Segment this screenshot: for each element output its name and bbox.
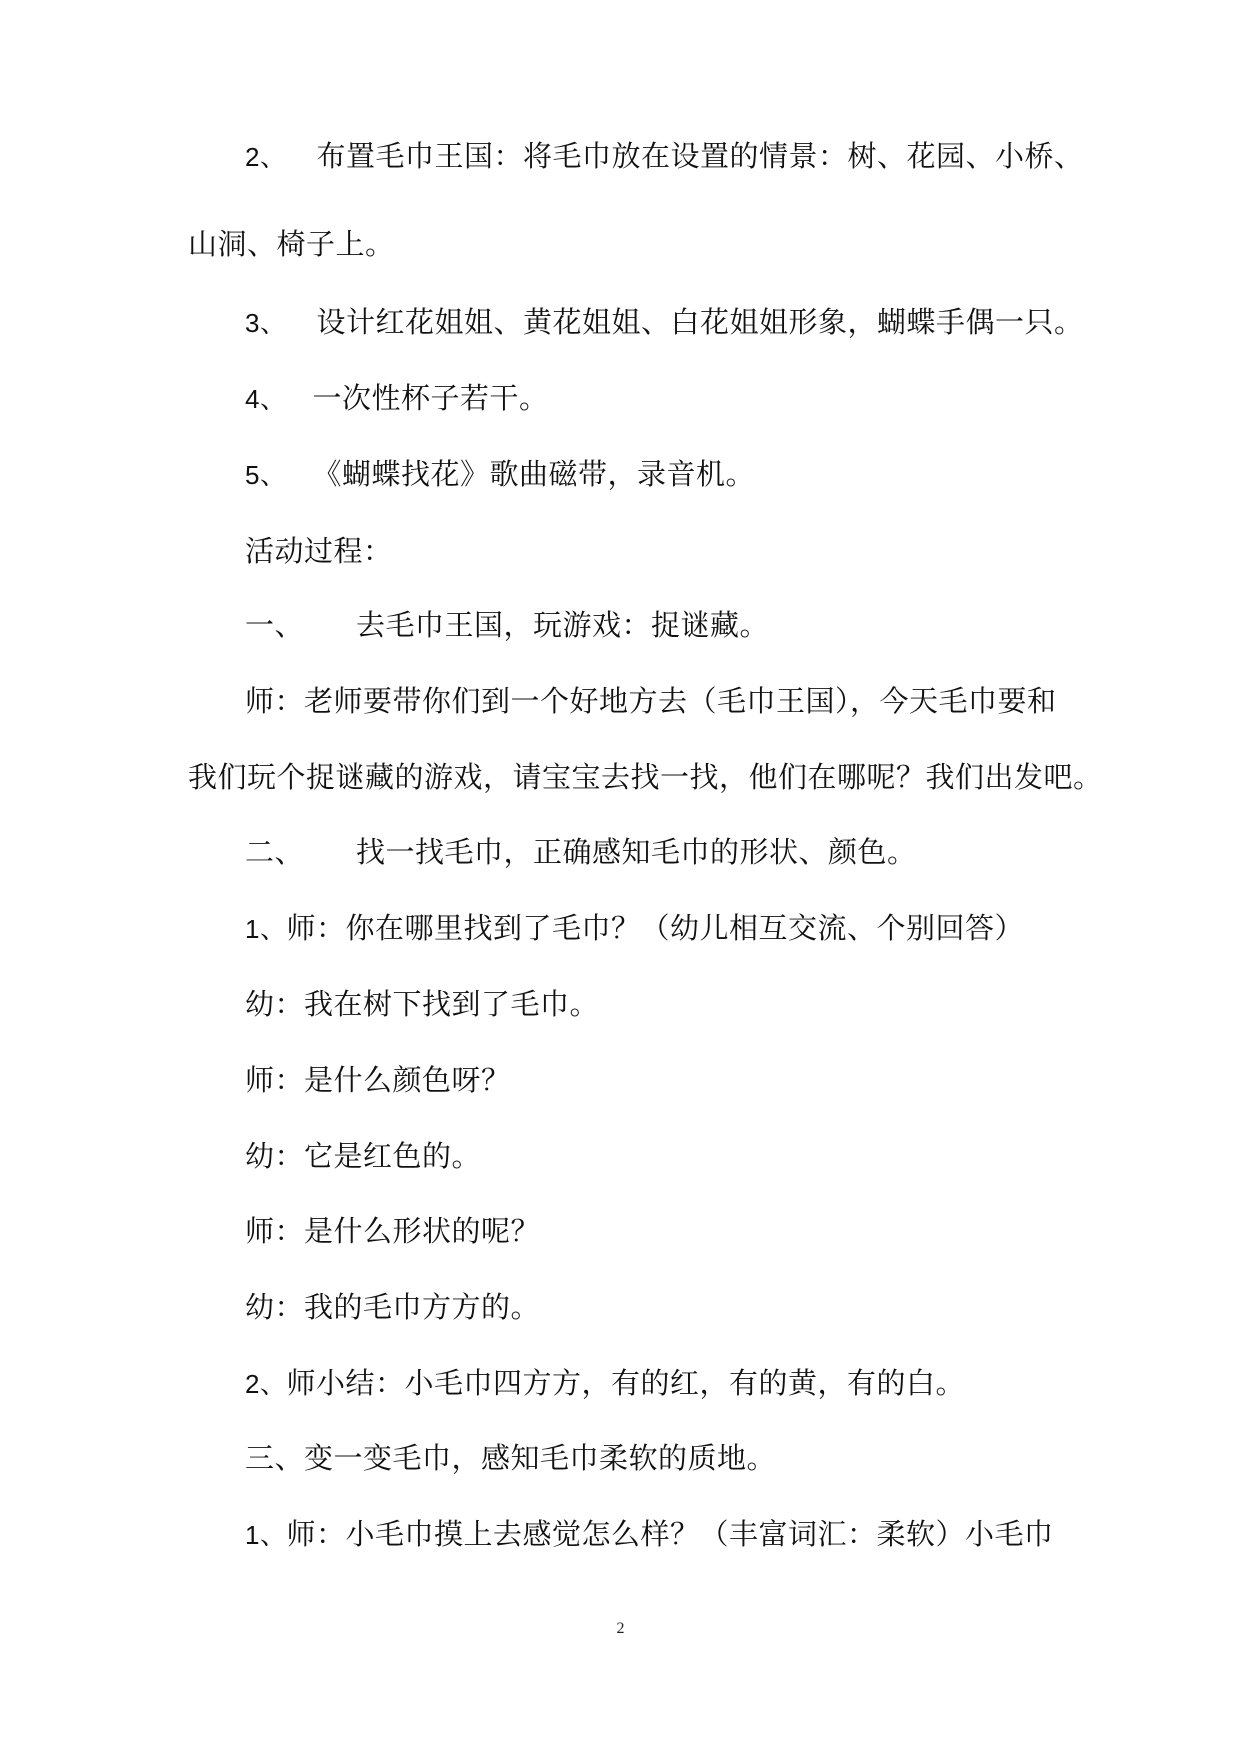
line-text: 布置毛巾王国：将毛巾放在设置的情景：树、花园、小桥、 [316, 139, 1084, 173]
line-item-3-design [245, 304, 1083, 341]
section-heading-3 [245, 1440, 776, 1476]
dialogue-line [245, 1289, 540, 1325]
line-continuation [188, 226, 395, 262]
line-text: 去毛巾王国，玩游戏：捉谜藏。 [356, 608, 770, 642]
line-text: 师：你在哪里找到了毛巾？（幼儿相互交流、个别回答） [286, 911, 1024, 945]
section-heading-2 [245, 834, 917, 870]
section-heading-process [245, 533, 393, 569]
line-text: 幼：我在树下找到了毛巾。 [245, 987, 600, 1021]
page-number: 2 [616, 1620, 625, 1637]
line-item-2-setup [245, 138, 1083, 175]
list-number: 3、 [245, 308, 287, 338]
dialogue-line [245, 1138, 481, 1174]
dialogue-line-continuation [188, 759, 1103, 795]
line-text: 三、变一变毛巾，感知毛巾柔软的质地。 [245, 1441, 777, 1475]
line-text: 设计红花姐姐、黄花姐姐、白花姐姐形象，蝴蝶手偶一只。 [316, 305, 1084, 339]
line-text: 山洞、椅子上。 [188, 227, 395, 261]
line-text: 一次性杯子若干。 [312, 381, 549, 415]
list-number: 一、 [245, 608, 305, 642]
line-text: 师：是什么形状的呢？ [245, 1214, 541, 1248]
line-item-4-cups [245, 380, 548, 417]
section-heading-1 [245, 607, 769, 643]
line-text: 师：小毛巾摸上去感觉怎么样？（丰富词汇：柔软）小毛巾 [286, 1517, 1054, 1551]
dialogue-line [245, 683, 1057, 719]
list-number: 2、 [245, 1369, 287, 1399]
dialogue-line [245, 1516, 1053, 1553]
line-text: 师：是什么颜色呀？ [245, 1063, 511, 1097]
line-text: 找一找毛巾，正确感知毛巾的形状、颜色。 [356, 835, 917, 869]
list-number: 2、 [245, 142, 287, 172]
line-text: 幼：我的毛巾方方的。 [245, 1290, 541, 1324]
line-text: 我们玩个捉谜藏的游戏，请宝宝去找一找，他们在哪呢？我们出发吧。 [188, 760, 1103, 794]
line-text: 师小结：小毛巾四方方，有的红，有的黄，有的白。 [286, 1366, 965, 1400]
line-text: 《蝴蝶找花》歌曲磁带，录音机。 [312, 457, 755, 491]
dialogue-line [245, 986, 599, 1022]
line-item-5-music [245, 456, 755, 493]
list-number: 二、 [245, 835, 305, 869]
summary-line [245, 1365, 965, 1402]
list-number: 5、 [245, 460, 287, 490]
line-text: 活动过程： [245, 534, 393, 568]
list-number: 4、 [245, 384, 287, 414]
line-text: 师：老师要带你们到一个好地方去（毛巾王国），今天毛巾要和 [245, 684, 1057, 718]
list-number: 1、 [245, 914, 287, 944]
dialogue-line [245, 1213, 540, 1249]
line-text: 幼：它是红色的。 [245, 1139, 482, 1173]
dialogue-line [245, 910, 1024, 947]
dialogue-line [245, 1062, 511, 1098]
list-number: 1、 [245, 1520, 287, 1550]
